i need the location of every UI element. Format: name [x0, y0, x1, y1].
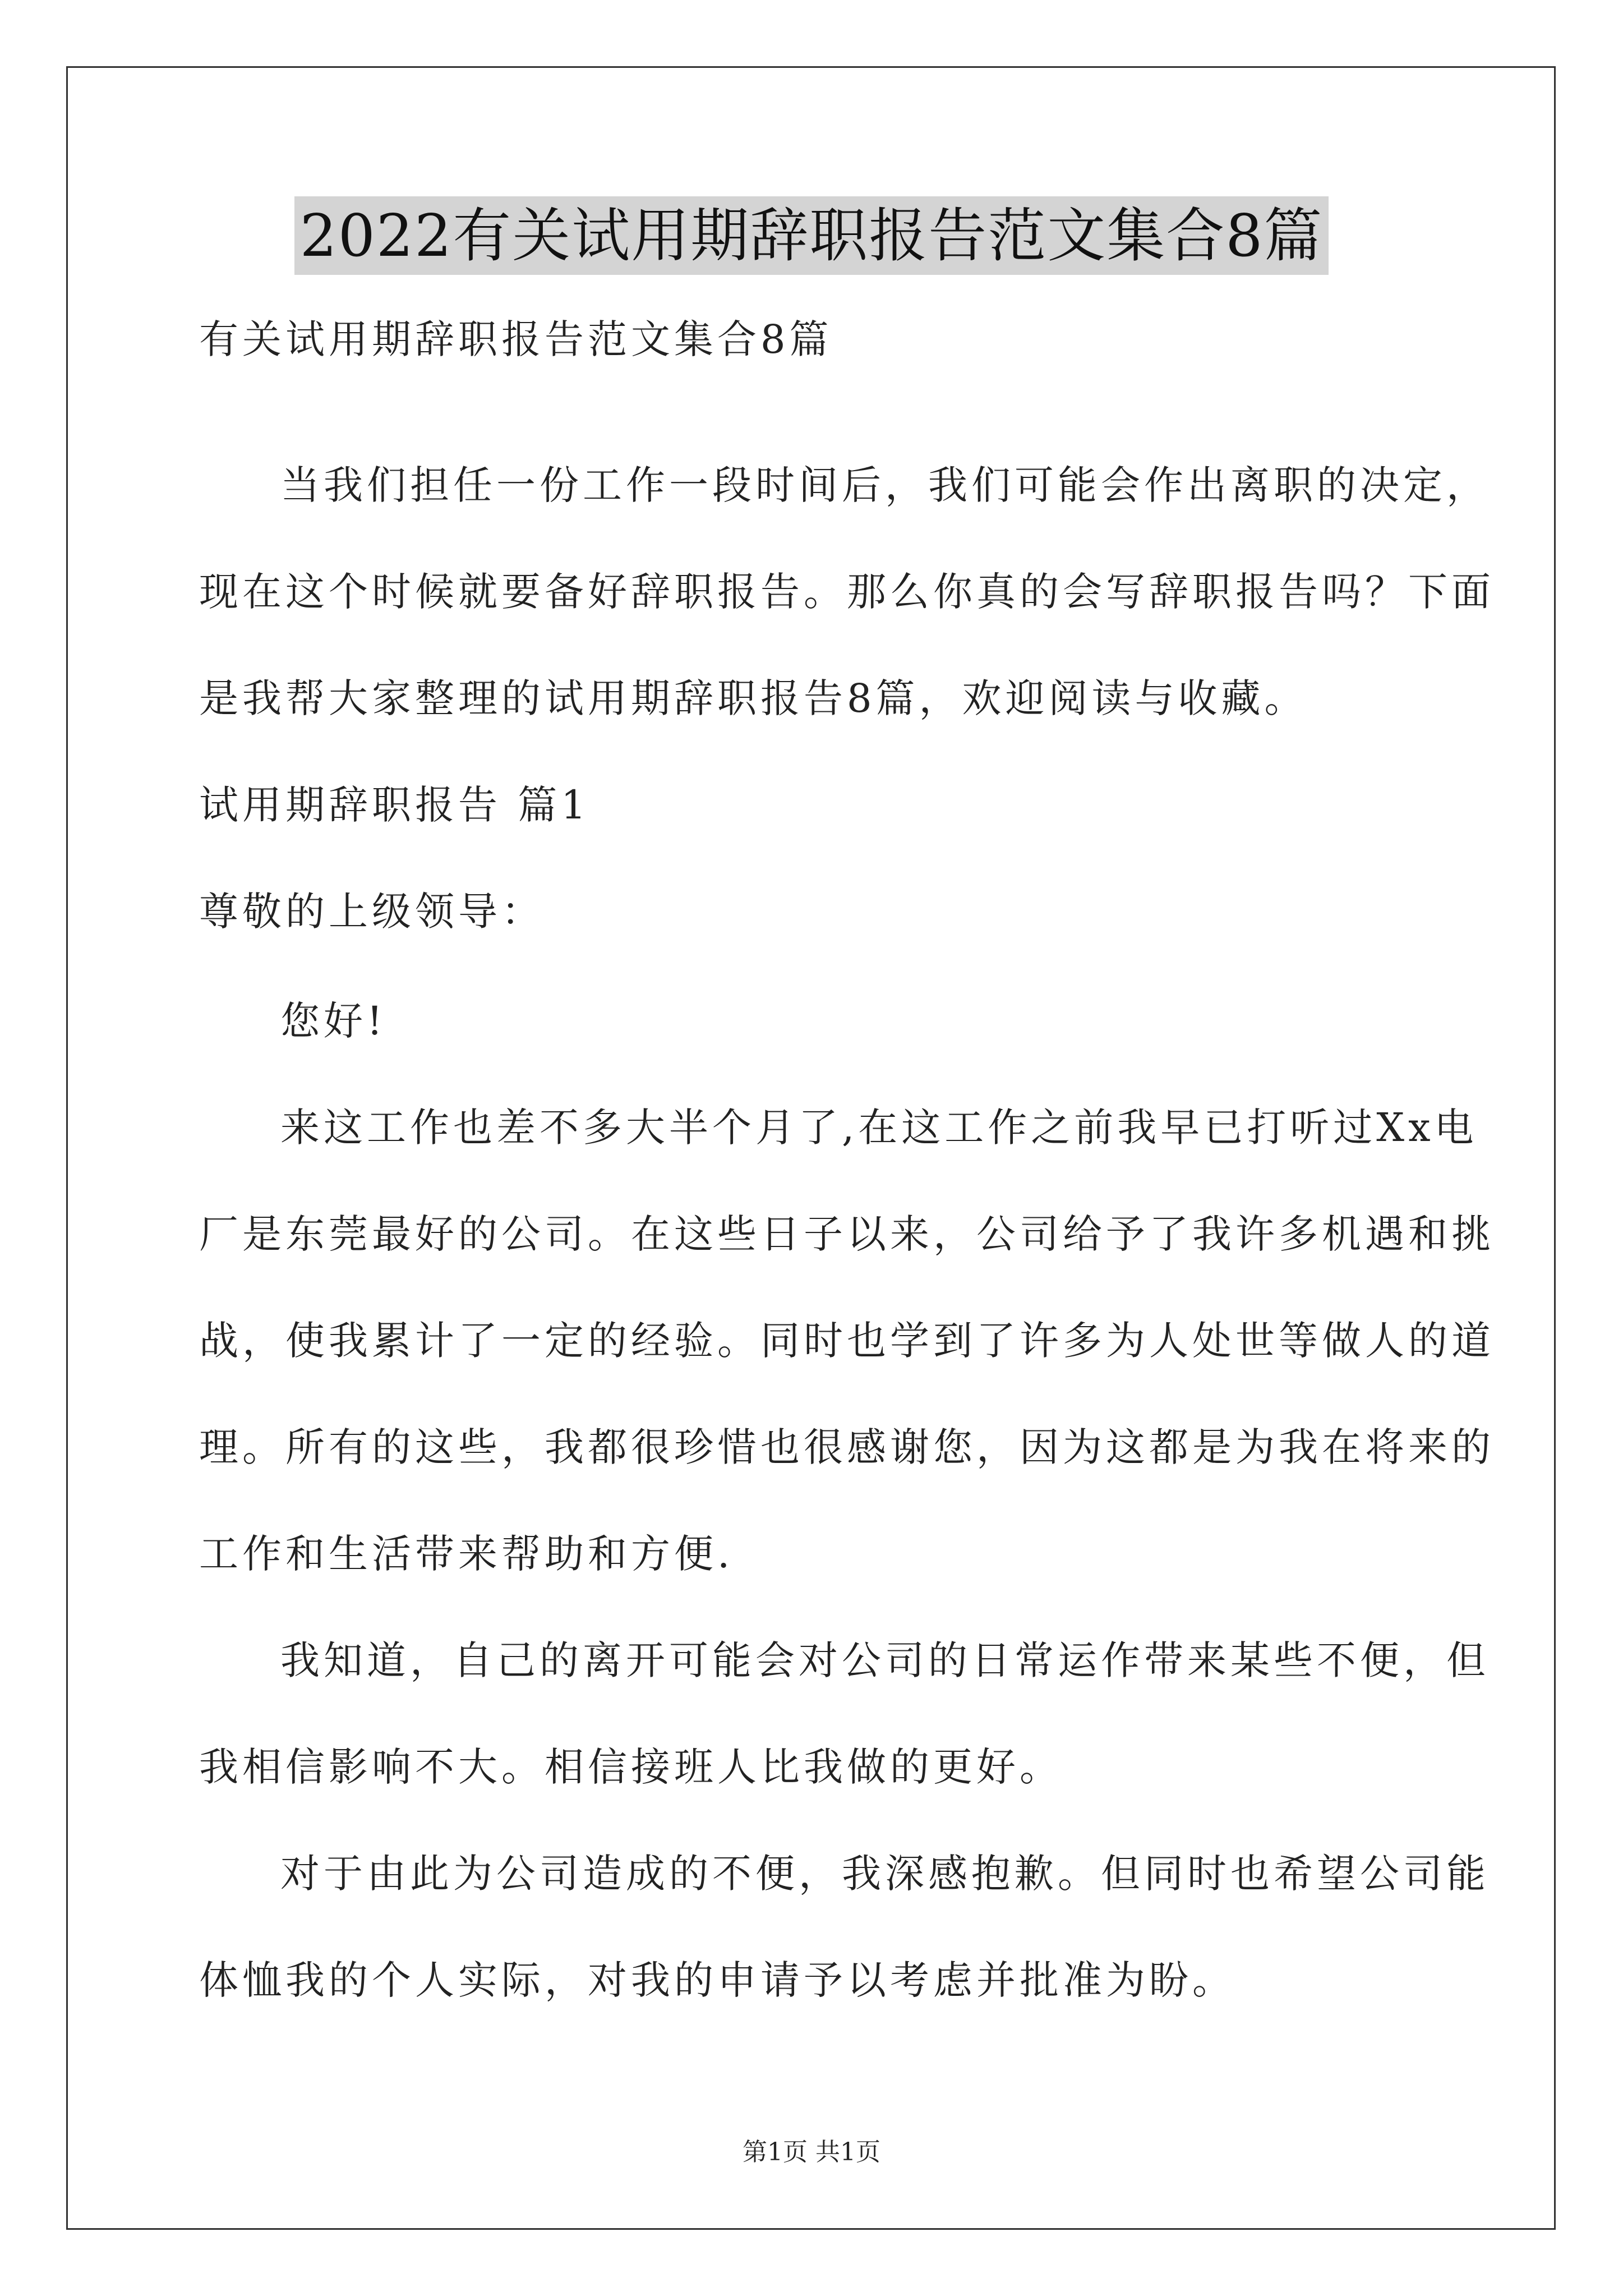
paragraph3-line-2: 体恤我的个人实际，对我的申请予以考虑并批准为盼。 — [199, 1957, 1235, 2003]
salutation: 尊敬的上级领导： — [199, 889, 545, 935]
paragraph2-line-1: 我知道，自己的离开可能会对公司的日常运作带来某些不便，但 — [280, 1637, 1490, 1683]
intro-line-3: 是我帮大家整理的试用期辞职报告8篇，欢迎阅读与收藏。 — [199, 675, 1308, 721]
section-heading: 试用期辞职报告 篇1 — [199, 782, 590, 828]
paragraph3-line-1: 对于由此为公司造成的不便，我深感抱歉。但同时也希望公司能 — [280, 1851, 1490, 1897]
paragraph1-line-1: 来这工作也差不多大半个月了,在这工作之前我早已打听过Xx电 — [280, 1105, 1478, 1151]
paragraph1-line-5: 工作和生活带来帮助和方便. — [199, 1531, 734, 1577]
paragraph1-line-3: 战，使我累计了一定的经验。同时也学到了许多为人处世等做人的道 — [199, 1318, 1495, 1364]
subtitle: 有关试用期辞职报告范文集合8篇 — [199, 316, 833, 362]
paragraph1-line-4: 理。所有的这些，我都很珍惜也很感谢您，因为这都是为我在将来的 — [199, 1424, 1495, 1470]
greeting: 您好! — [280, 998, 387, 1044]
page-footer: 第1页 共1页 — [743, 2138, 880, 2166]
paragraph1-line-2: 厂是东莞最好的公司。在这些日子以来，公司给予了我许多机遇和挑 — [199, 1211, 1495, 1257]
intro-line-2: 现在这个时候就要备好辞职报告。那么你真的会写辞职报告吗？下面 — [199, 569, 1495, 615]
paragraph2-line-2: 我相信影响不大。相信接班人比我做的更好。 — [199, 1744, 1063, 1790]
document-title: 2022有关试用期辞职报告范文集合8篇 — [294, 196, 1329, 275]
title-wrap — [0, 196, 1623, 275]
intro-line-1: 当我们担任一份工作一段时间后，我们可能会作出离职的决定， — [280, 462, 1490, 508]
